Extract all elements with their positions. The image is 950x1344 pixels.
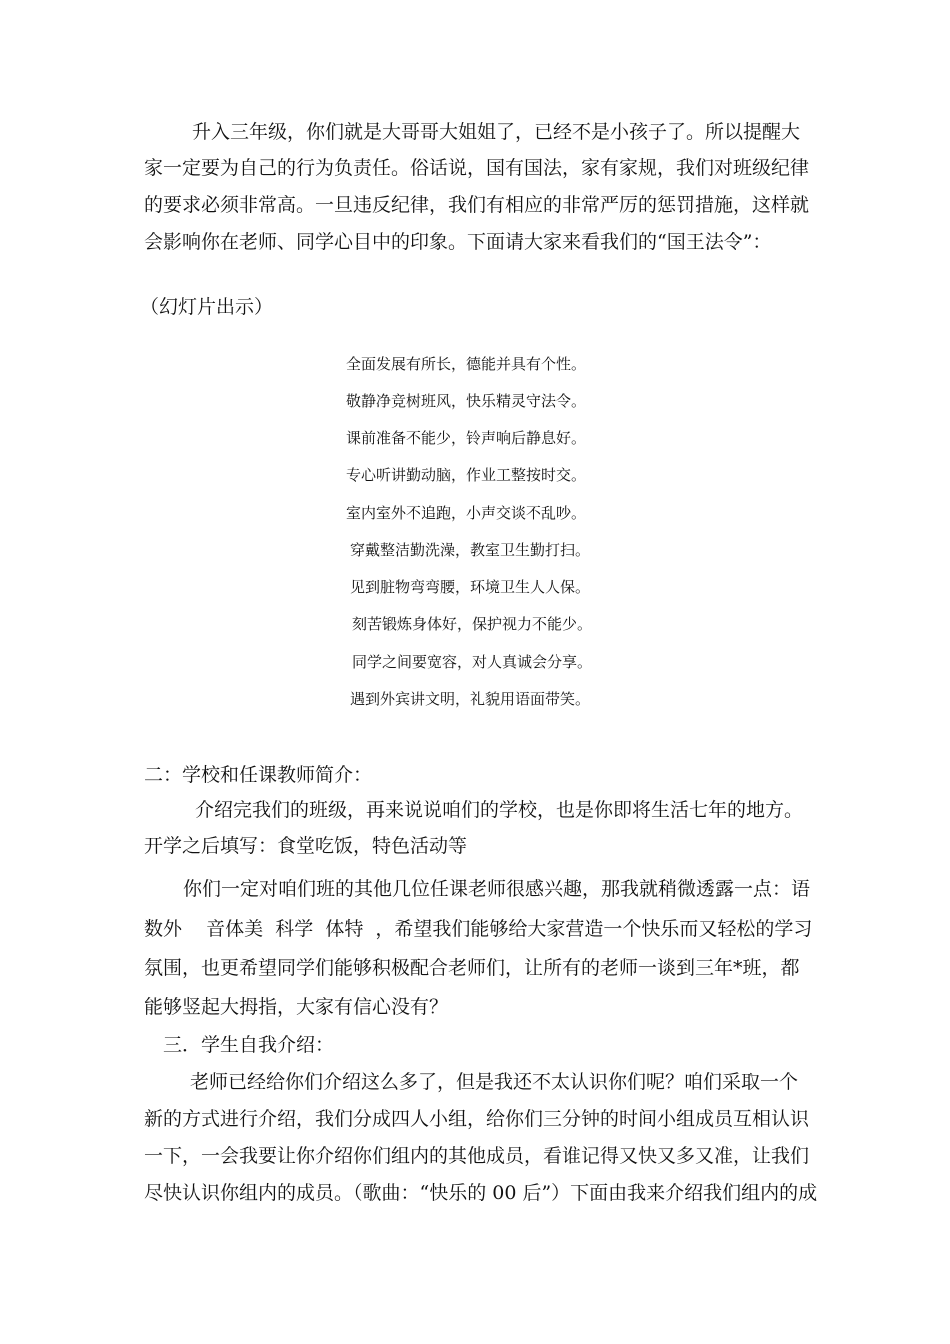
paragraph-line: 你们一定对咱们班的其他几位任课老师很感兴趣，那我就稍微透露一点：语 bbox=[183, 878, 811, 900]
poem-line: 同学之间要宽容，对人真诚会分享。 bbox=[352, 653, 593, 671]
section-heading: 三．学生自我介绍： bbox=[163, 1034, 335, 1056]
paragraph-line: 介绍完我们的班级，再来说说咱们的学校，也是你即将生活七年的地方。 bbox=[195, 799, 804, 821]
section-heading: 二：学校和任课教师简介： bbox=[144, 764, 373, 786]
poem-line: 遇到外宾讲文明，礼貌用语面带笑。 bbox=[350, 690, 591, 708]
intro-line: 升入三年级，你们就是大哥哥大姐姐了，已经不是小孩子了。所以提醒大 bbox=[192, 121, 801, 143]
slide-note: （幻灯片出示） bbox=[140, 296, 274, 318]
intro-line: 会影响你在老师、同学心目中的印象。下面请大家来看我们的“国王法令”： bbox=[144, 231, 772, 253]
paragraph-line: 数外 音体美 科学 体特 ，希望我们能够给大家营造一个快乐而又轻松的学习 bbox=[144, 918, 813, 940]
poem-line: 课前准备不能少，铃声响后静息好。 bbox=[346, 429, 587, 447]
paragraph-line: 一下，一会我要让你介绍你们组内的其他成员，看谁记得又快又多又准，让我们 bbox=[144, 1145, 810, 1167]
poem-line: 穿戴整洁勤洗澡，教室卫生勤打扫。 bbox=[350, 541, 591, 559]
poem-line: 敬静净竞树班风，快乐精灵守法令。 bbox=[346, 392, 587, 410]
paragraph-line: 氛围，也更希望同学们能够积极配合老师们，让所有的老师一谈到三年*班，都 bbox=[144, 957, 800, 979]
paragraph-line: 老师已经给你们介绍这么多了，但是我还不太认识你们呢？咱们采取一个 bbox=[190, 1071, 799, 1093]
poem-line: 见到脏物弯弯腰，环境卫生人人保。 bbox=[350, 578, 591, 596]
intro-line: 的要求必须非常高。一旦违反纪律，我们有相应的非常严厉的惩罚措施，这样就 bbox=[144, 194, 810, 216]
poem-line: 室内室外不追跑，小声交谈不乱吵。 bbox=[346, 504, 587, 522]
poem-line: 专心听讲勤动脑，作业工整按时交。 bbox=[346, 466, 587, 484]
paragraph-line: 新的方式进行介绍，我们分成四人小组，给你们三分钟的时间小组成员互相认识 bbox=[144, 1108, 810, 1130]
paragraph-line: 尽快认识你组内的成员。（歌曲：“快乐的 00 后”）下面由我来介绍我们组内的成 bbox=[144, 1182, 818, 1204]
paragraph-line: 开学之后填写：食堂吃饭，特色活动等 bbox=[144, 835, 468, 857]
poem-line: 刻苦锻炼身体好，保护视力不能少。 bbox=[352, 615, 593, 633]
poem-line: 全面发展有所长，德能并具有个性。 bbox=[346, 355, 587, 373]
intro-line: 家一定要为自己的行为负责任。俗话说，国有国法，家有家规，我们对班级纪律 bbox=[144, 157, 810, 179]
paragraph-line: 能够竖起大拇指，大家有信心没有？ bbox=[144, 996, 449, 1018]
